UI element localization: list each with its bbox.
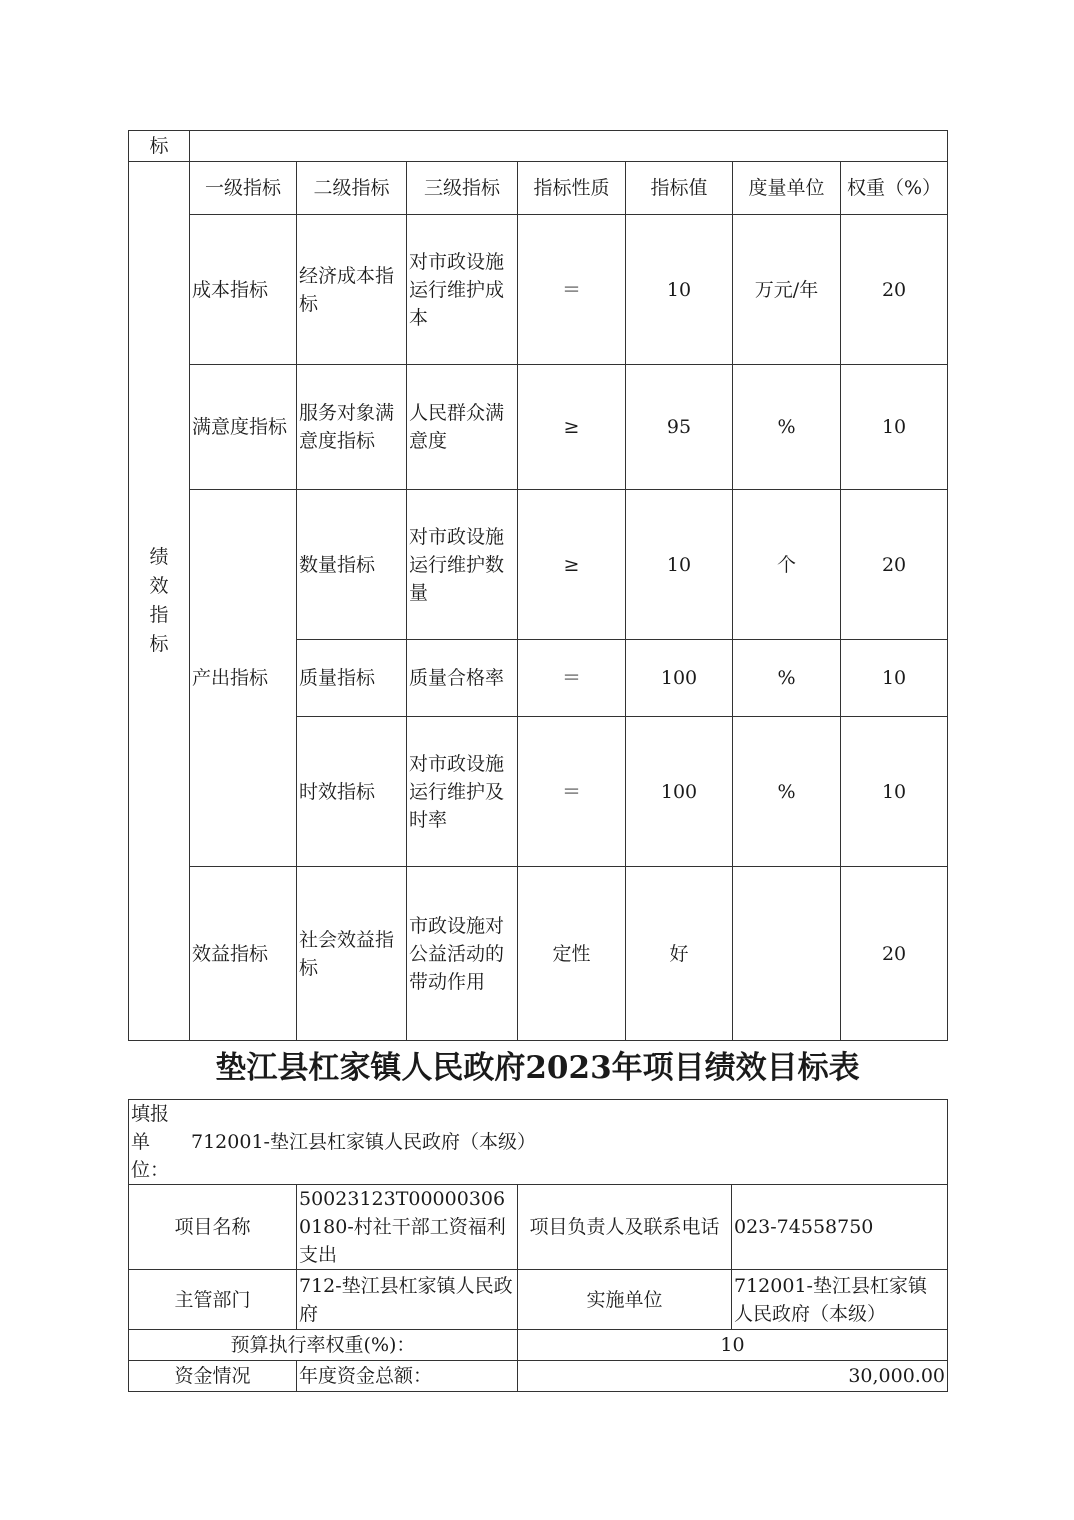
performance-indicator-table xyxy=(128,130,948,1041)
value-cell: 100 xyxy=(626,717,733,867)
nature-cell: 定性 xyxy=(518,867,626,1041)
header-unit: 度量单位 xyxy=(733,162,841,215)
top-empty-cell xyxy=(190,131,948,162)
header-weight: 权重（%） xyxy=(841,162,948,215)
side-char: 效 xyxy=(149,575,169,597)
impl-label: 实施单位 xyxy=(518,1270,732,1330)
project-name-value: 50023123T000003060180-村社干部工资福利支出 xyxy=(297,1185,518,1270)
annual-total-value: 30,000.00 xyxy=(518,1361,948,1392)
dept-value: 712-垫江县杠家镇人民政府 xyxy=(297,1270,518,1330)
project-info-table xyxy=(128,1099,948,1392)
unit-cell: % xyxy=(733,365,841,490)
table-row xyxy=(129,867,948,1041)
table-row xyxy=(129,490,948,640)
nature-cell: ＝ xyxy=(518,640,626,717)
unit-cell xyxy=(733,867,841,1041)
nature-cell: ≥ xyxy=(518,365,626,490)
weight-cell: 10 xyxy=(841,640,948,717)
table-row xyxy=(129,215,948,365)
level3-cell: 人民群众满意度 xyxy=(407,365,518,490)
page-title: 垫江县杠家镇人民政府2023年项目绩效目标表 xyxy=(215,1050,860,1086)
header-level2: 二级指标 xyxy=(297,162,407,215)
funds-label: 资金情况 xyxy=(129,1361,297,1392)
weight-cell: 10 xyxy=(841,365,948,490)
value-cell: 10 xyxy=(626,215,733,365)
level2-cell: 数量指标 xyxy=(297,490,407,640)
level3-cell: 对市政设施运行维护数量 xyxy=(407,490,518,640)
nature-cell: ≥ xyxy=(518,490,626,640)
value-cell: 100 xyxy=(626,640,733,717)
level3-cell: 质量合格率 xyxy=(407,640,518,717)
project-name-label: 项目名称 xyxy=(129,1185,297,1270)
contact-value: 023-74558750 xyxy=(732,1185,948,1270)
level2-cell: 社会效益指标 xyxy=(297,867,407,1041)
level1-cell: 成本指标 xyxy=(190,215,297,365)
side-char: 标 xyxy=(149,633,169,655)
table-row xyxy=(129,365,948,490)
level2-cell: 时效指标 xyxy=(297,717,407,867)
weight-cell: 10 xyxy=(841,717,948,867)
level1-cell: 产出指标 xyxy=(190,490,297,867)
header-value: 指标值 xyxy=(626,162,733,215)
level1-cell: 效益指标 xyxy=(190,867,297,1041)
level2-cell: 经济成本指标 xyxy=(297,215,407,365)
dept-label: 主管部门 xyxy=(129,1270,297,1330)
unit-cell: 个 xyxy=(733,490,841,640)
weight-cell: 20 xyxy=(841,215,948,365)
level2-cell: 服务对象满意度指标 xyxy=(297,365,407,490)
annual-total-label: 年度资金总额： xyxy=(297,1361,518,1392)
value-cell: 好 xyxy=(626,867,733,1041)
level3-cell: 市政设施对公益活动的带动作用 xyxy=(407,867,518,1041)
top-label-cell: 标 xyxy=(129,131,190,162)
unit-cell: 万元/年 xyxy=(733,215,841,365)
side-char: 绩 xyxy=(149,546,169,568)
fill-unit-cell xyxy=(129,1100,948,1185)
impl-value: 712001-垫江县杠家镇人民政府（本级） xyxy=(732,1270,948,1330)
level3-cell: 对市政设施运行维护成本 xyxy=(407,215,518,365)
level2-cell: 质量指标 xyxy=(297,640,407,717)
level3-cell: 对市政设施运行维护及时率 xyxy=(407,717,518,867)
fill-unit-value: 712001-垫江县杠家镇人民政府（本级） xyxy=(191,1131,536,1153)
nature-cell: ＝ xyxy=(518,215,626,365)
contact-label: 项目负责人及联系电话 xyxy=(518,1185,732,1270)
value-cell: 95 xyxy=(626,365,733,490)
weight-cell: 20 xyxy=(841,867,948,1041)
fill-unit-label: 填报单位： xyxy=(131,1103,170,1181)
header-level1: 一级指标 xyxy=(190,162,297,215)
unit-cell: % xyxy=(733,717,841,867)
budget-rate-value: 10 xyxy=(518,1330,948,1361)
nature-cell: ＝ xyxy=(518,717,626,867)
budget-rate-label: 预算执行率权重(%)： xyxy=(129,1330,518,1361)
value-cell: 10 xyxy=(626,490,733,640)
header-nature: 指标性质 xyxy=(518,162,626,215)
side-label-cell xyxy=(129,162,190,1041)
side-char: 指 xyxy=(149,604,169,626)
level1-cell: 满意度指标 xyxy=(190,365,297,490)
unit-cell: % xyxy=(733,640,841,717)
header-level3: 三级指标 xyxy=(407,162,518,215)
weight-cell: 20 xyxy=(841,490,948,640)
